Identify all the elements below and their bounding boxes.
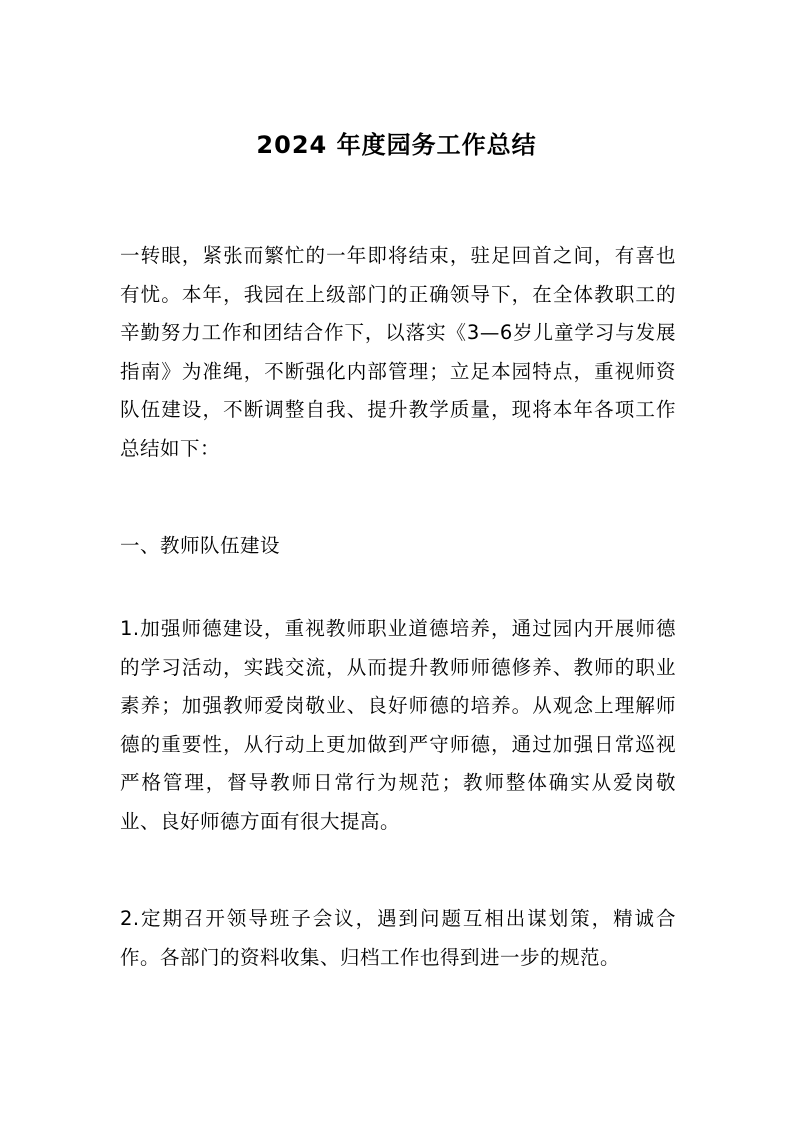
paragraph-item-1: 1.加强师德建设，重视教师职业道德培养，通过园内开展师德的学习活动，实践交流，从而提升教师师德修养、教师的职业素养；加强教师爱岗敬业、良好师德的培养。从观念上理解师德的重要性，从行动上更加做到严守师德，通过加强日常巡视严格管理，督导教师日常行为规范；教师整体确实从爱岗敬业、良好师德方面有很大提高。 xyxy=(120,617,676,833)
paragraph-item-2: 2.定期召开领导班子会议，遇到问题互相出谋划策，精诚合作。各部门的资料收集、归档工作也得到进一步的规范。 xyxy=(120,907,676,969)
section-heading-teacher-team: 一、教师队伍建设 xyxy=(120,534,281,557)
document-title: 2024 年度园务工作总结 xyxy=(256,131,537,159)
intro-paragraph: 一转眼，紧张而繁忙的一年即将结束，驻足回首之间，有喜也有忧。本年，我园在上级部门的正确领导下，在全体教职工的辛勤努力工作和团结合作下，以落实《3—6岁儿童学习与发展指南》为准绳，不断强化内部管理；立足本园特点，重视师资队伍建设，不断调整自我、提升教学质量，现将本年各项工作总结如下： xyxy=(120,244,676,460)
